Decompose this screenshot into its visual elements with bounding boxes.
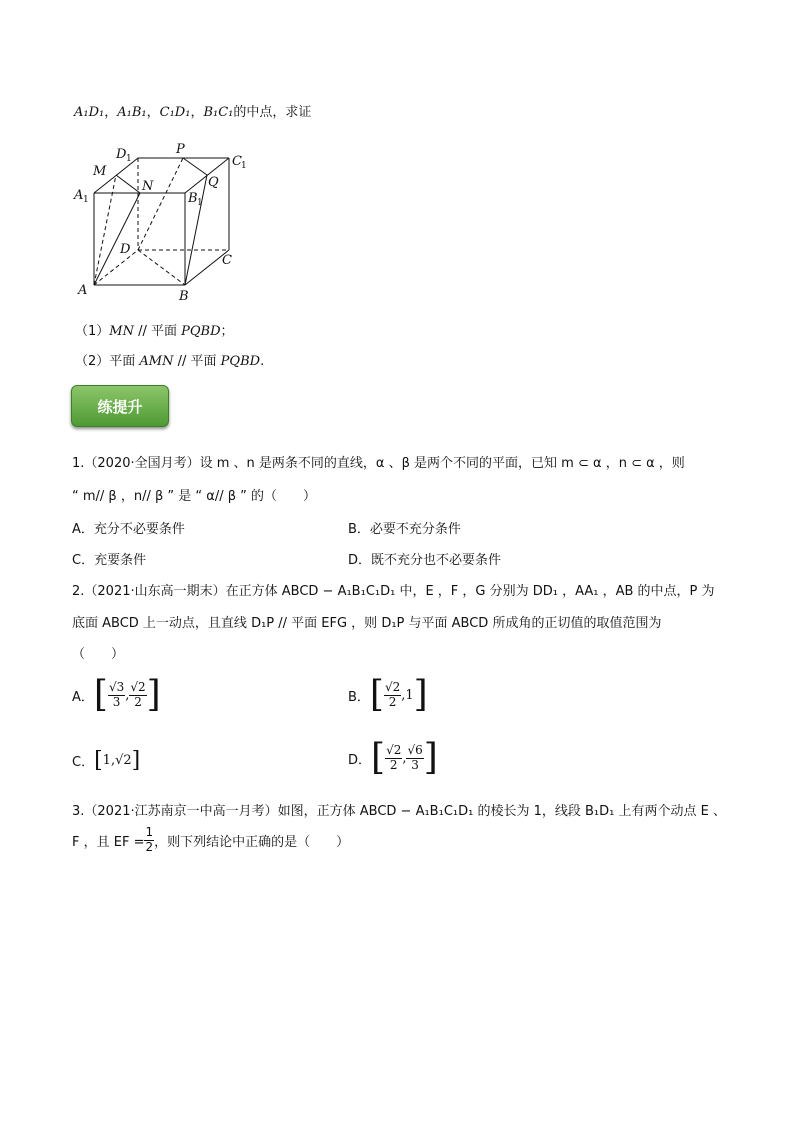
seg-b1c1: B₁C₁ <box>203 105 234 120</box>
interval: [ $\frac{√2}{2}$ , $\frac{√6}{3}$ ] <box>371 737 438 778</box>
q1-option-c: C．充要条件 <box>72 553 147 568</box>
line-am <box>94 175 116 285</box>
label-m: M <box>93 164 107 179</box>
cube-figure <box>60 135 260 310</box>
comma: , <box>110 753 116 768</box>
sep: ， <box>104 105 118 120</box>
interval: [ $\frac{√2}{2}$ , 1 ] <box>369 674 428 715</box>
proof-1 <box>75 320 234 339</box>
proof-2 <box>75 350 264 369</box>
label-p: P <box>176 142 185 157</box>
line-mn <box>116 175 140 193</box>
label-b1: B <box>188 191 198 206</box>
sep: ， <box>146 105 160 120</box>
seg-a1d1: A₁D₁ <box>74 105 105 120</box>
q2-option-d <box>348 737 438 778</box>
numerator: √3 <box>108 679 125 694</box>
q2-option-b <box>348 674 428 715</box>
seg-c1d1: C₁D₁ <box>159 105 191 120</box>
numerator: √2 <box>386 742 402 757</box>
q3-line2 <box>72 826 349 855</box>
denominator: 2 <box>389 757 398 772</box>
proof-end: . <box>260 354 265 369</box>
sub-1: 1 <box>241 161 247 171</box>
numerator: 1 <box>145 825 154 839</box>
edge-db <box>138 250 185 285</box>
proof-end: ； <box>220 324 234 339</box>
label-b: B <box>179 289 189 304</box>
proof-text: // 平面 <box>133 324 182 339</box>
value: 1 <box>405 687 414 703</box>
label-d: D <box>120 242 131 257</box>
value: √2 <box>115 753 132 768</box>
label-d1: D <box>116 147 127 162</box>
label-c: C <box>222 253 232 268</box>
seg-a1b1: A₁B₁ <box>117 105 147 120</box>
q2-line3: （ ） <box>72 647 125 662</box>
q1-option-d: D．既不充分也不必要条件 <box>348 553 502 568</box>
q2-option-c <box>72 748 140 773</box>
numerator: √6 <box>407 742 423 757</box>
label-q: Q <box>208 175 219 190</box>
q1-line2: “ m// β ，n// β ” 是 “ α// β ” 的（ ） <box>72 489 317 504</box>
proof-number: （2） <box>75 354 110 369</box>
q2-line2: 底面 ABCD 上一动点，且直线 D₁P // 平面 EFG ，则 D₁P 与平面 ABCD 所成角的正切值的取值范围为 <box>72 616 662 631</box>
intro-line <box>74 101 311 120</box>
intro-tail: 的中点，求证 <box>233 105 312 120</box>
section-badge: 练提升 <box>71 385 169 427</box>
option-label: C． <box>72 755 95 770</box>
label-c1: C <box>232 154 242 169</box>
proof-math: MN <box>109 324 134 339</box>
label-n: N <box>142 179 154 194</box>
option-label: A． <box>72 689 94 705</box>
denominator: 3 <box>411 757 419 772</box>
q3-text: ，则下列结论中正确的是（ ） <box>154 834 350 850</box>
denominator: 2 <box>388 694 397 709</box>
sub-1: 1 <box>197 198 203 208</box>
q1-option-a: A．充分不必要条件 <box>72 522 185 537</box>
proof-math: PQBD <box>220 354 261 369</box>
line-an <box>94 193 140 285</box>
q3-line1: 3.（2021·江苏南京一中高一月考）如图，正方体 ABCD − A₁B₁C₁D₁ 的棱长为 1，线段 B₁D₁ 上有两个动点 E 、 <box>72 804 726 819</box>
denominator: 2 <box>145 839 154 854</box>
comma: , <box>402 750 407 766</box>
proof-math: AMN <box>139 354 174 369</box>
interval: [ 1 , √2 ] <box>94 748 141 773</box>
label-a: A <box>78 283 88 298</box>
proof-text: 平面 <box>109 354 140 369</box>
numerator: √2 <box>384 679 401 694</box>
q1-option-b: B．必要不充分条件 <box>348 522 461 537</box>
value: 1 <box>102 753 111 768</box>
proof-math: PQBD <box>181 324 221 339</box>
sep: ， <box>190 105 204 120</box>
option-label: D． <box>348 752 372 768</box>
comma: , <box>125 687 130 703</box>
proof-number: （1） <box>75 324 110 339</box>
q2-line1: 2.（2021·山东高一期末）在正方体 ABCD − A₁B₁C₁D₁ 中，E ，F ，G 分别为 DD₁ ，AA₁ ，AB 的中点，P 为 <box>72 584 715 599</box>
line-pq <box>183 158 207 175</box>
option-label: B． <box>348 689 370 705</box>
sub-1: 1 <box>126 154 132 164</box>
q2-option-a <box>72 674 161 715</box>
numerator: √2 <box>130 679 146 694</box>
proof-text: // 平面 <box>173 354 221 369</box>
q1-line1: 1.（2020·全国月考）设 m 、n 是两条不同的直线，α 、β 是两个不同的平面，已知 m ⊂ α ，n ⊂ α ，则 <box>72 456 685 471</box>
interval: [ $\frac{√3}{3}$ , $\frac{√2}{2}$ ] <box>93 674 161 715</box>
line-dp <box>138 158 183 250</box>
denominator: 3 <box>112 694 121 709</box>
comma: , <box>401 687 406 703</box>
edge-ad <box>94 250 138 285</box>
sub-1: 1 <box>83 195 89 205</box>
q3-text: F ，且 EF = <box>72 834 145 850</box>
label-a1: A <box>74 188 84 203</box>
denominator: 2 <box>134 694 142 709</box>
